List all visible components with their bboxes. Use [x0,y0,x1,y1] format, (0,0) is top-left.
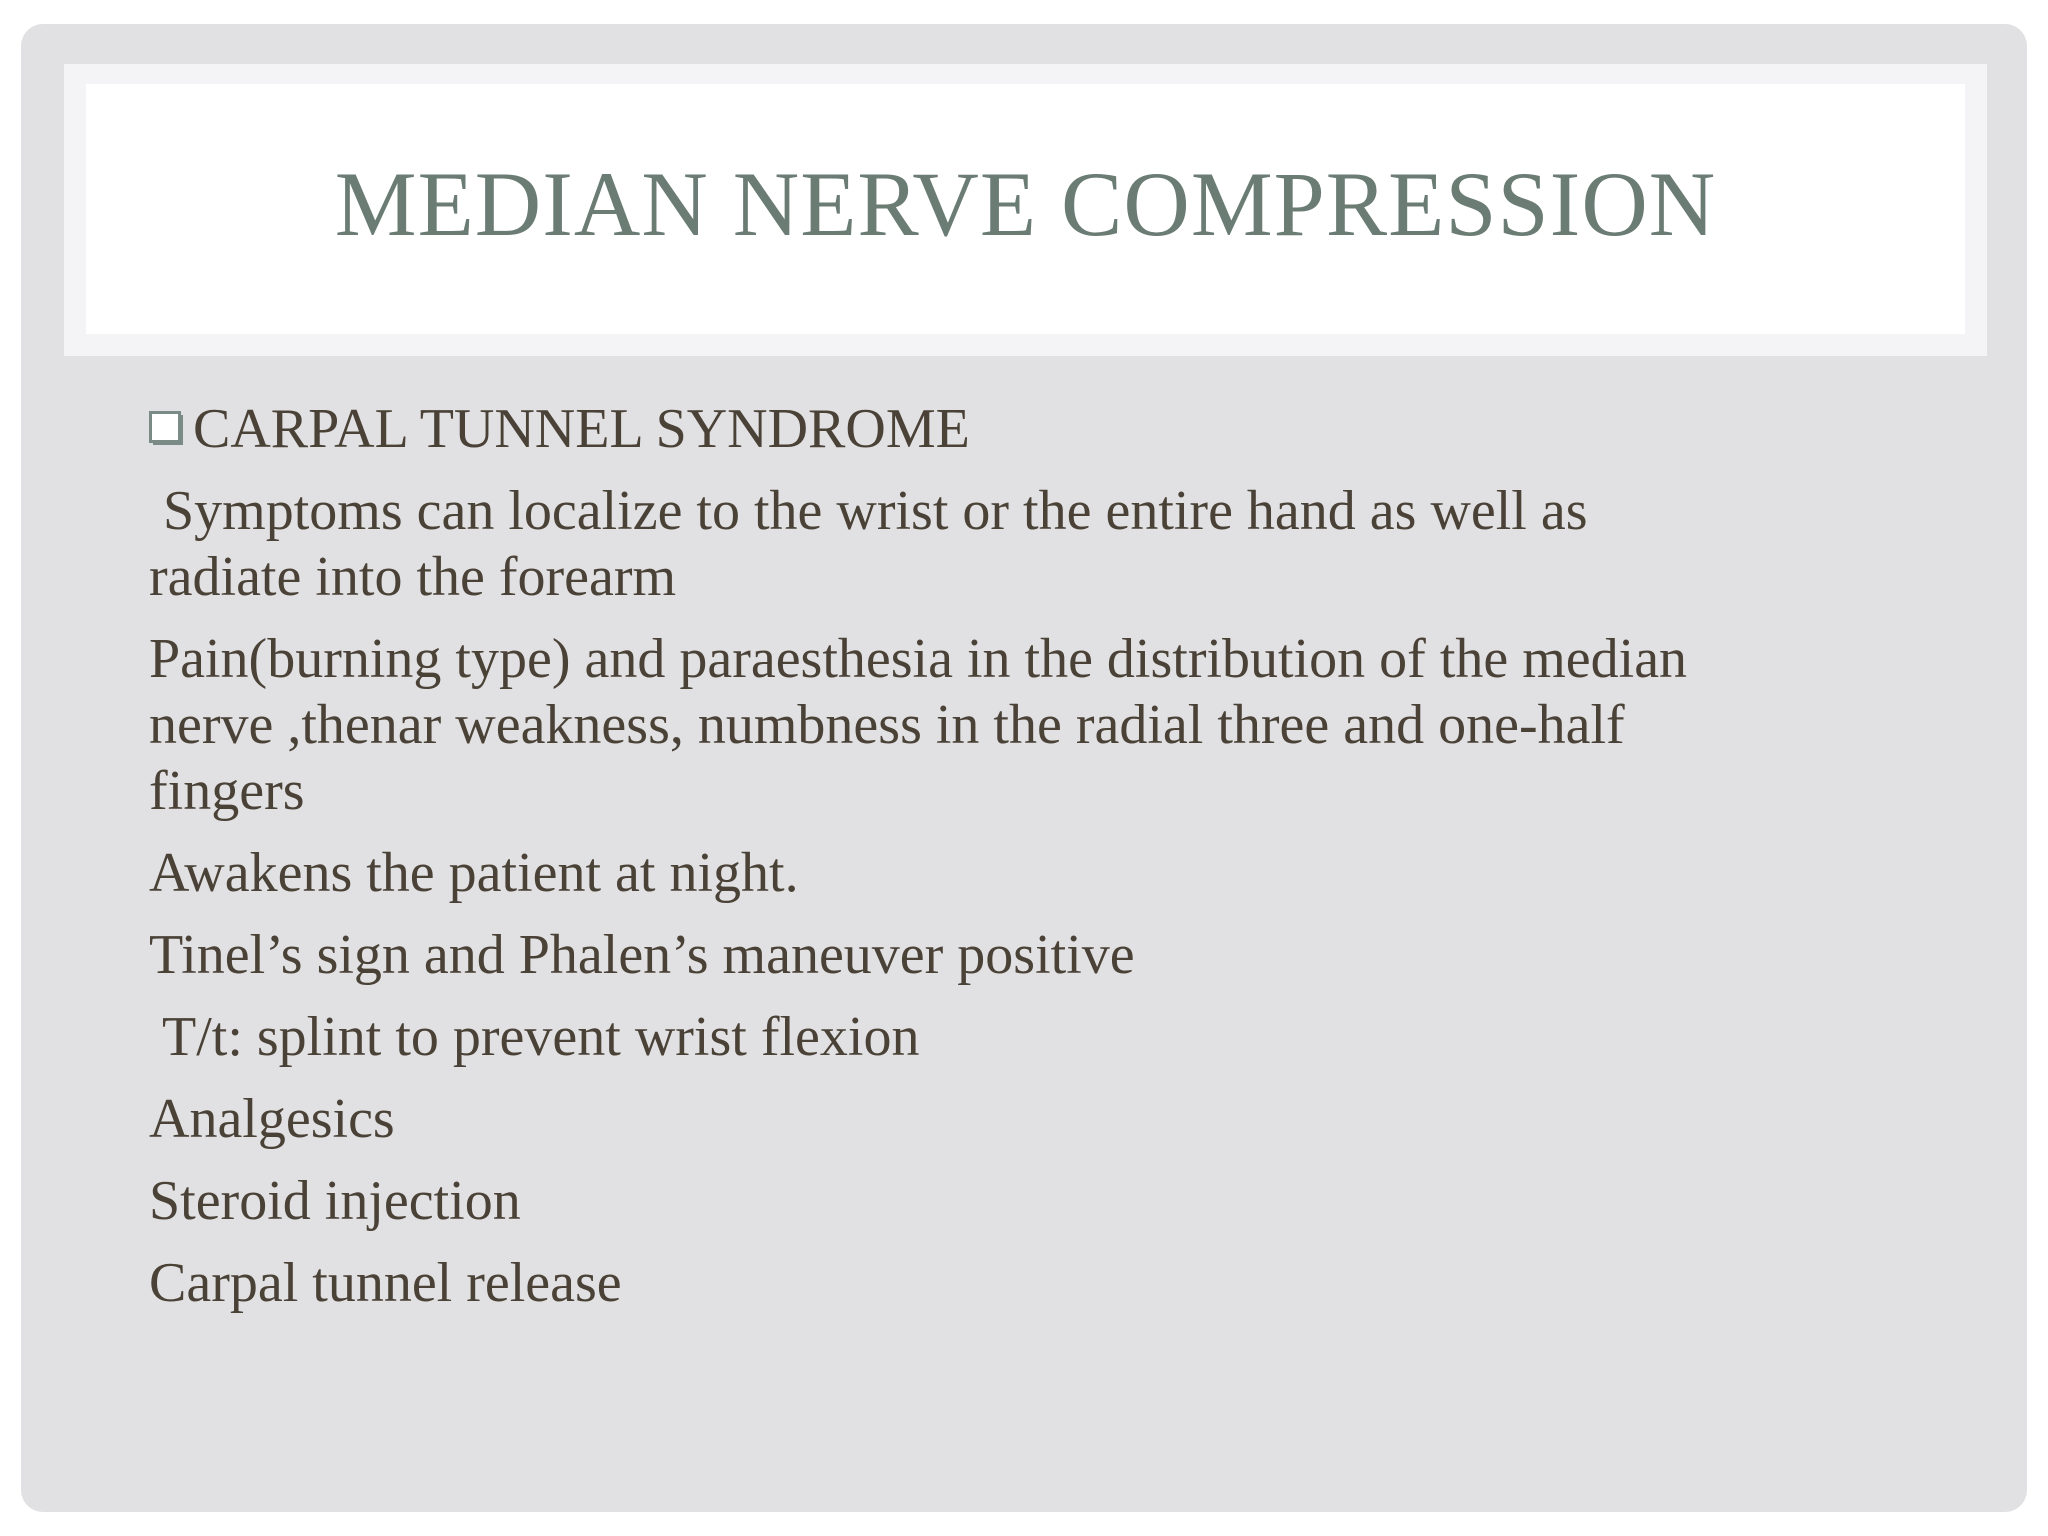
title-box [86,84,1965,334]
body-line-symptoms-1: Symptoms can localize to the wrist or the entire hand as well as [149,480,1588,542]
body-line-awakens: Awakens the patient at night. [149,842,799,904]
heading-text: CARPAL TUNNEL SYNDROME [193,398,970,460]
checkbox-bullet-icon [149,411,187,449]
body-line-treatment: T/t: splint to prevent wrist flexion [149,1006,920,1068]
body-line-tinel: Tinel’s sign and Phalen’s maneuver positive [149,924,1135,986]
slide [21,24,2027,1512]
body-line-symptoms-2: radiate into the forearm [149,546,677,608]
body-line-release: Carpal tunnel release [149,1252,622,1314]
title-band [64,64,1987,356]
body-line-pain-1: Pain(burning type) and paraesthesia in the distribution of the median [149,628,1688,690]
slide-body [149,396,1939,1332]
slide-title: MEDIAN NERVE COMPRESSION [334,153,1717,255]
body-line-steroid: Steroid injection [149,1170,521,1232]
body-line-pain-2: nerve ,thenar weakness, numbness in the radial three and one-half [149,694,1625,756]
body-line-analgesics: Analgesics [149,1088,395,1150]
body-line-pain-3: fingers [149,760,305,822]
bullet-heading [149,396,1939,462]
